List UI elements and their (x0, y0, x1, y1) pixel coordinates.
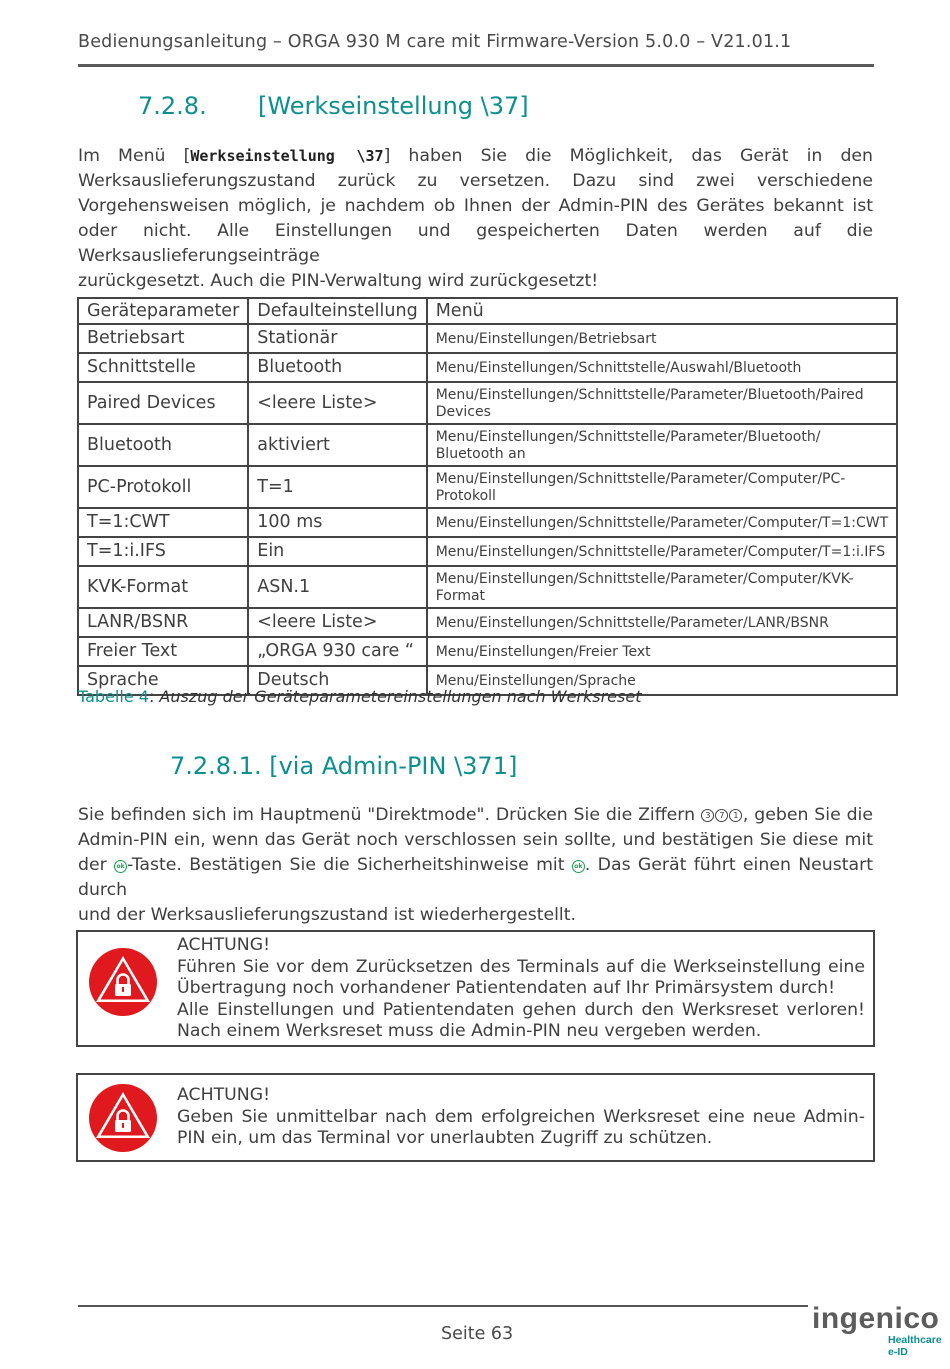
table-cell-menu: Menu/Einstellungen/Schnittstelle/Parameter/LANR/BSNR (427, 608, 897, 637)
table-row (78, 608, 897, 637)
ingenico-logo (812, 1304, 942, 1360)
table-header-row (78, 298, 897, 324)
table-cell: Schnittstelle (78, 353, 248, 382)
logo-wordmark: ingenico (812, 1302, 940, 1335)
table-cell: „ORGA 930 care “ (248, 637, 426, 666)
section-heading (138, 92, 529, 120)
subsection-heading: 7.2.8.1. [via Admin-PIN \371] (170, 752, 518, 780)
header-cell: Defaulteinstellung (248, 298, 426, 324)
table-cell: Bluetooth (78, 424, 248, 466)
table-cell: Stationär (248, 324, 426, 353)
ok-key-icon: ok (572, 860, 585, 873)
table-cell-menu: Menu/Einstellungen/Sprache (427, 666, 897, 695)
table-cell-menu: Menu/Einstellungen/Schnittstelle/Parameter/Computer/T=1:CWT (427, 508, 897, 537)
table-cell: Sprache (78, 666, 248, 695)
table-cell-menu: Menu/Einstellungen/Schnittstelle/Parameter/Computer/T=1:i.IFS (427, 537, 897, 566)
table-cell: 100 ms (248, 508, 426, 537)
table-row (78, 637, 897, 666)
table-row (78, 324, 897, 353)
header-cell: Menü (427, 298, 897, 324)
footer-divider (78, 1305, 808, 1307)
logo-subtitle: Healthcare (888, 1334, 942, 1346)
warning-line: Alle Einstellungen und Patientendaten gehen durch den Werksreset verloren! Nach einem Werksreset muss die Admin-PIN neu vergeben werden. (177, 999, 865, 1041)
admin-paragraph (78, 803, 873, 928)
warning-box (76, 1073, 875, 1162)
caption-text: Auszug der Geräteparametereinstellungen nach Werksreset (159, 687, 642, 706)
table-row (78, 382, 897, 424)
table-cell: T=1 (248, 466, 426, 508)
table-cell: Paired Devices (78, 382, 248, 424)
table-cell: T=1:i.IFS (78, 537, 248, 566)
table-cell: aktiviert (248, 424, 426, 466)
table-row (78, 537, 897, 566)
table-cell: Bluetooth (248, 353, 426, 382)
menu-code: Werkseinstellung \37 (190, 147, 384, 165)
admin-text-4: . Das Gerät führt einen Neustart durch (78, 855, 873, 900)
warning-lock-icon (88, 1083, 158, 1153)
table-row (78, 508, 897, 537)
page-number: Seite 63 (441, 1324, 514, 1344)
admin-text-3: -Taste. Bestätigen Sie die Sicherheitshinweise mit (127, 855, 565, 875)
header-cell: Geräteparameter (78, 298, 248, 324)
table-cell: Freier Text (78, 637, 248, 666)
intro-last-line: zurückgesetzt. Auch die PIN-Verwaltung wird zurückgesetzt! (78, 271, 599, 291)
table-caption (78, 687, 641, 706)
ok-key-icon: ok (114, 860, 127, 873)
table-cell: <leere Liste> (248, 608, 426, 637)
table-cell: ASN.1 (248, 566, 426, 608)
caption-separator: : (148, 687, 160, 706)
table-cell-menu: Menu/Einstellungen/Betriebsart (427, 324, 897, 353)
table-cell: Deutsch (248, 666, 426, 695)
section-number: 7.2.8. (138, 92, 207, 120)
warning-text (177, 935, 865, 1043)
table-cell-menu: Menu/Einstellungen/Schnittstelle/Parameter/Bluetooth/Paired Devices (427, 382, 897, 424)
intro-text-after: ] haben Sie die Möglichkeit, das Gerät in den Werksauslieferungszustand zurück zu versetzen. Dazu sind zwei verschiedene Vorgehensweisen möglich, je nachdem ob Ihnen der Admin-PIN des Gerätes bekannt ist oder nicht. Alle Einstellungen und gespeicherten Daten werden auf die Werksauslieferungseinträge (78, 146, 873, 266)
key-7-icon: 7 (715, 809, 728, 822)
table-cell: Ein (248, 537, 426, 566)
table-cell-menu: Menu/Einstellungen/Schnittstelle/Auswahl/Bluetooth (427, 353, 897, 382)
table-cell: T=1:CWT (78, 508, 248, 537)
page-header: Bedienungsanleitung – ORGA 930 M care mit Firmware-Version 5.0.0 – V21.01.1 (78, 32, 874, 67)
intro-paragraph (78, 144, 873, 294)
table-cell: PC-Protokoll (78, 466, 248, 508)
warning-text (177, 1085, 865, 1150)
table-cell: <leere Liste> (248, 382, 426, 424)
warning-line: Führen Sie vor dem Zurücksetzen des Terminals auf die Werkseinstellung eine Übertragung noch vorhandener Patientendaten auf Ihr Primärsystem durch! (177, 956, 865, 998)
section-title: [Werkseinstellung \37] (258, 92, 529, 120)
table-row (78, 566, 897, 608)
table-cell: Betriebsart (78, 324, 248, 353)
warning-box (76, 930, 875, 1047)
table-cell-menu: Menu/Einstellungen/Schnittstelle/Parameter/Bluetooth/ Bluetooth an (427, 424, 897, 466)
parameter-table (77, 297, 898, 696)
table-cell-menu: Menu/Einstellungen/Freier Text (427, 637, 897, 666)
table-row (78, 466, 897, 508)
warning-line: Geben Sie unmittelbar nach dem erfolgreichen Werksreset eine neue Admin-PIN ein, um das Terminal vor unerlaubten Zugriff zu schützen. (177, 1106, 865, 1148)
intro-text-before: Im Menü [ (78, 146, 191, 166)
table-cell-menu: Menu/Einstellungen/Schnittstelle/Parameter/Computer/PC-Protokoll (427, 466, 897, 508)
table-cell: KVK-Format (78, 566, 248, 608)
warning-title: ACHTUNG! (177, 1085, 271, 1105)
caption-label: Tabelle 4 (78, 687, 149, 706)
key-3-icon: 3 (701, 809, 714, 822)
admin-text-2: , geben Sie die Admin-PIN ein, wenn das Gerät noch verschlossen sein sollte, und bestätigen Sie diese mit der (78, 805, 873, 875)
table-cell-menu: Menu/Einstellungen/Schnittstelle/Parameter/Computer/KVK-Format (427, 566, 897, 608)
warning-lock-icon (88, 947, 158, 1017)
warning-title: ACHTUNG! (177, 935, 271, 955)
key-1-icon: 1 (729, 809, 742, 822)
table-row (78, 424, 897, 466)
admin-text-1: Sie befinden sich im Hauptmenü "Direktmode". Drücken Sie die Ziffern (78, 805, 696, 825)
table-row (78, 353, 897, 382)
admin-last-line: und der Werksauslieferungszustand ist wiederhergestellt. (78, 905, 576, 925)
table-cell: LANR/BSNR (78, 608, 248, 637)
logo-subtitle: e-ID (888, 1346, 908, 1358)
